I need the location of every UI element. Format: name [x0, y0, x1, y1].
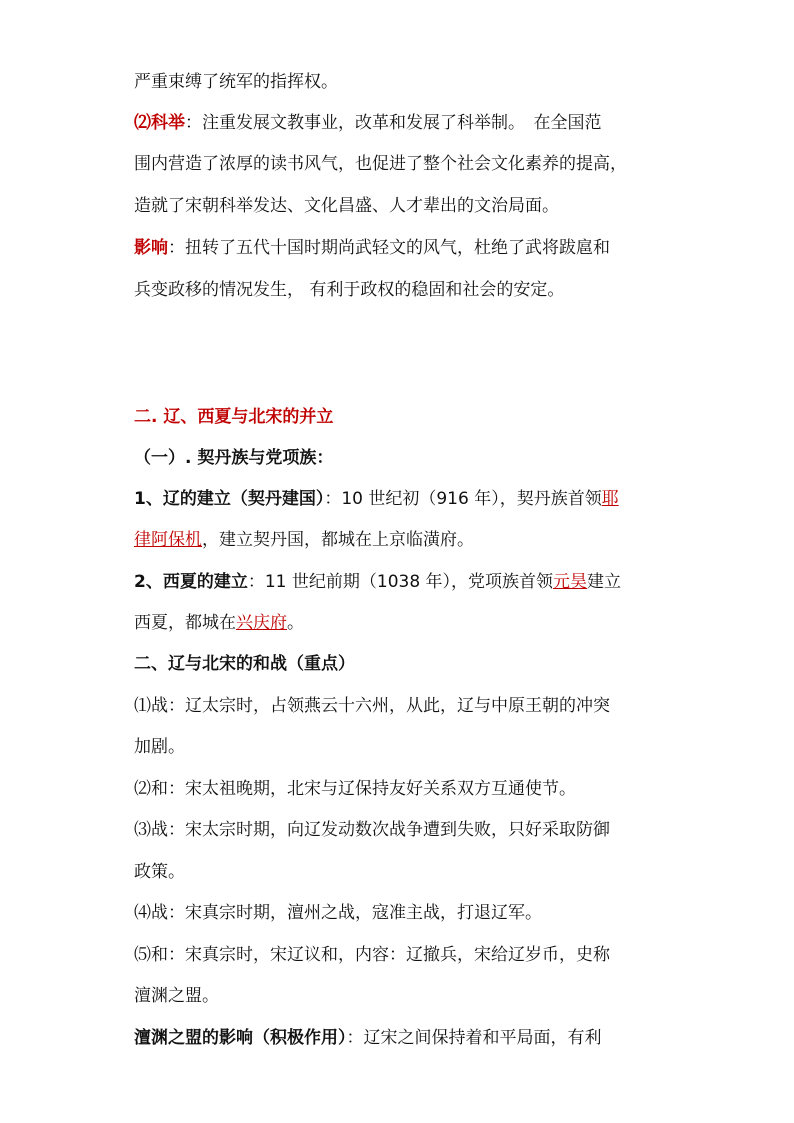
paragraph-text: ：注重发展文教事业，改革和发展了科举制。 在全国范: [185, 113, 602, 133]
paragraph-text: 兵变政移的情况发生， 有利于政权的稳固和社会的安定。: [134, 280, 565, 300]
paragraph-text: 围内营造了浓厚的读书风气，也促进了整个社会文化素养的提高，: [134, 154, 627, 174]
list-item: [134, 943, 610, 967]
paragraph-text: ：扭转了五代十国时期尚武轻文的风气，杜绝了武将跋扈和: [168, 238, 610, 258]
text-line: [134, 487, 619, 511]
subsection-title: 二、辽与北宋的和战（重点）: [134, 654, 355, 674]
list-item: [134, 818, 610, 842]
paragraph-text: 严重束缚了统军的指挥权。: [134, 72, 338, 92]
item-label: 1、辽的建立（契丹建国）: [134, 489, 325, 509]
paragraph-text: 澶渊之盟。: [134, 986, 219, 1006]
list-item: [134, 777, 576, 801]
highlight-name: 兴庆府: [236, 613, 287, 633]
list-item: [134, 694, 610, 718]
text-line: [134, 111, 602, 135]
text-line: [134, 70, 338, 94]
paragraph-text: ，建立契丹国，都城在上京临潢府。: [202, 530, 474, 550]
subsection-title: （一）. 契丹族与党项族：: [134, 448, 334, 468]
keju-label: ⑵科举: [134, 113, 185, 133]
paragraph-text: ：11 世纪前期（1038 年），党项族首领: [247, 572, 554, 592]
section-heading: [134, 405, 333, 429]
highlight-name: 律阿保机: [134, 530, 202, 550]
paragraph-text: ：辽宋之间保持着和平局面，有利: [346, 1028, 602, 1048]
section-title: 二. 辽、西夏与北宋的并立: [134, 407, 334, 427]
item-label: 澶渊之盟的影响（积极作用）: [134, 1028, 347, 1048]
paragraph-text: ⑶战：宋太宗时期，向辽发动数次战争遭到失败，只好采取防御: [134, 820, 610, 840]
paragraph-text: ⑸和：宋真宗时，宋辽议和，内容：辽撤兵，宋给辽岁币，史称: [134, 945, 610, 965]
paragraph-text: 政策。: [134, 862, 185, 882]
paragraph-text: 造就了宋朝科举发达、文化昌盛、人才辈出的文治局面。: [134, 196, 559, 216]
highlight-name: 耶: [601, 489, 619, 509]
text-line: [134, 528, 474, 552]
text-line: [134, 194, 559, 218]
impact-label: 影响: [134, 238, 168, 258]
list-item: [134, 984, 219, 1008]
text-line: [134, 152, 627, 176]
paragraph-text: 西夏，都城在: [134, 613, 236, 633]
text-line: [134, 570, 621, 594]
list-item: [134, 735, 185, 759]
highlight-name: 元昊: [553, 572, 588, 592]
list-item: [134, 860, 185, 884]
paragraph-text: ⑴战：辽太宗时，占领燕云十六州，从此，辽与中原王朝的冲突: [134, 696, 610, 716]
subsection-heading: [134, 446, 333, 470]
text-line: [134, 611, 304, 635]
list-item: [134, 901, 542, 925]
paragraph-text: 。: [287, 613, 304, 633]
text-line: [134, 236, 610, 260]
paragraph-text: 建立: [587, 572, 622, 592]
subsection-heading: [134, 652, 355, 676]
item-label: 2、西夏的建立: [134, 572, 248, 592]
text-line: [134, 1026, 602, 1050]
paragraph-text: ：10 世纪初（916 年），契丹族首领: [324, 489, 602, 509]
text-line: [134, 278, 564, 302]
paragraph-text: 加剧。: [134, 737, 185, 757]
paragraph-text: ⑵和：宋太祖晚期，北宋与辽保持友好关系双方互通使节。: [134, 779, 576, 799]
paragraph-text: ⑷战：宋真宗时期，澶州之战，寇准主战，打退辽军。: [134, 903, 542, 923]
